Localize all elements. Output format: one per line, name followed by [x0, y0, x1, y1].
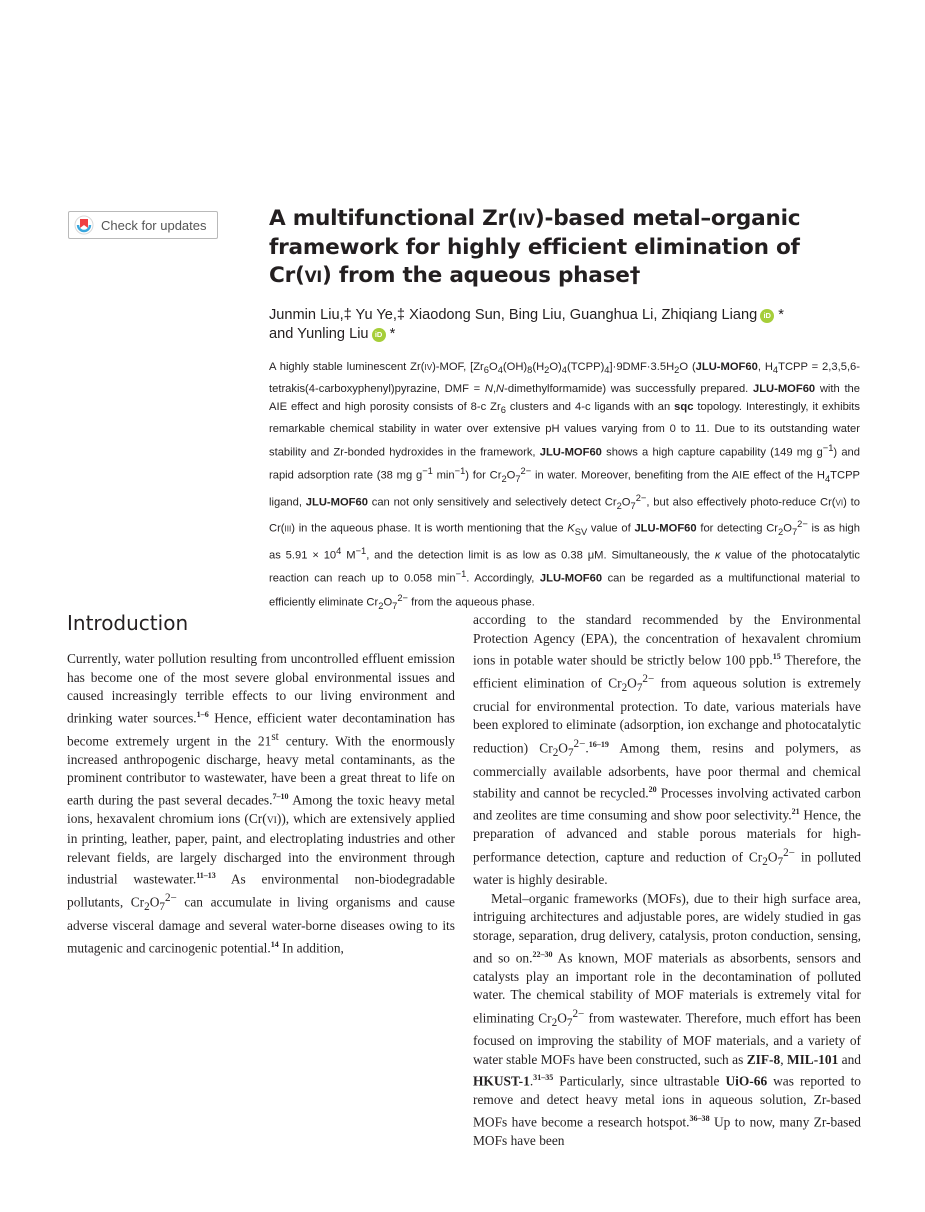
- orcid-icon[interactable]: iD: [760, 309, 774, 323]
- article-title: A multifunctional Zr(IV)-based metal–organic framework for highly efficient elimination of Cr(VI) from the aqueous phase†: [269, 206, 801, 288]
- body-column-left: Currently, water pollution resulting from uncontrolled effluent emission has become one of the most severe global environmental issues and caused increasingly terrible effects to our living environment and drinking water sources.$^{1-6}$ Hence, efficient water decontamination has become extremely urgent in the 21st century. With the enormously increased anthropogenic discharge, heavy metal contaminants, as the prominent contributor to wastewater, have been a great threat to life on earth during the past several decades.$^{7-10}$ Among the toxic heavy metal ions, hexavalent chromium ions (Cr(VI)), which are extensively applied in printing, leather, paper, paint, and electroplating industries and other relevant fields, are largely discharged into the environment through industrial wastewater.$^{11-13}$ As environmental non-biodegradable pollutants, $Cr_2O_7^{2-}$ can accumulate in living organisms and cause adverse visceral damage and several water-borne diseases owing to its mutagenic and carcinogenic potential.$^{14}$ In addition,: [67, 651, 456, 956]
- check-for-updates-label: Check for updates: [101, 217, 207, 233]
- section-heading-introduction: Introduction: [67, 611, 189, 635]
- orcid-icon[interactable]: iD: [372, 328, 386, 342]
- check-for-updates-badge[interactable]: [68, 211, 218, 239]
- body-column-right: according to the standard recommended by the Environmental Protection Agency (EPA), the concentration of hexavalent chromium ions in potable water should be strictly below 100 ppb.$^{15}$ Therefore, the efficient elimination of $Cr_2O_7^{2-}$ from aqueous solution is extremely crucial for environmental protection. To date, various materials have been explored to eliminate (adsorption, ion exchange and photocatalytic reduction) $Cr_2O_7^{2-}.^{16-19}$ Among them, resins and polymers, as commercially available adsorbents, have poor thermal and chemical stability and cannot be recycled.$^{20}$ Processes involving activated carbon and zeolites are time consuming and show poor selectivity.$^{21}$ Hence, the preparation of advanced and stable porous materials for high-performance detection, capture and reduction of $Cr_2O_7^{2-}$ in polluted water is highly desirable. Metal–organic frameworks (MOFs), due to their high surface area, intriguing architectures and adjustable pores, are widely studied in gas storage, separation, drug delivery, catalysis, proton conduction, sensing, and so on.$^{22-30}$ As known, MOF materials as absorbents, sensors and catalysts play an important role in the decontamination of polluted water. The chemical stability of MOF materials is extremely vital for eliminating $Cr_2O_7^{2-}$ from wastewater. Therefore, much effort has been focused on improving the stability of MOF materials, and a variety of water stable MOFs have been constructed, such as ZIF-8, MIL-101 and HKUST-1.$^{31-35}$ Particularly, since ultrastable UiO-66 was reported to remove and detect heavy metal ions in aqueous solution, Zr-based MOFs have become a research hotspot.$^{36-38}$ Up to now, many Zr-based MOFs have been: [473, 612, 862, 1149]
- crossmark-icon: [74, 215, 94, 235]
- abstract: A highly stable luminescent Zr(IV)-MOF, $[Zr_6O_4(OH)_8(H_2O)_4(TCPP)_4]\cdot 9DMF\cdot 3.5H_2O$ (JLU-MOF60, $H_4TCPP$ = 2,3,5,6-tetrakis(4-carboxyphenyl)pyrazine, DMF = N,N-dimethylformamide) was successfully prepared. JLU-MOF60 with the AIE effect and high porosity consists of 8-c $Zr_6$ clusters and 4-c ligands with an sqc topology. Interestingly, it exhibits remarkable chemical stability in water over extensive pH values varying from 0 to 11. Due to its outstanding water stability and Zr-bonded hydroxides in the framework, JLU-MOF60 shows a high capture capability (149 mg $g^{-1}$) and rapid adsorption rate (38 mg $g^{-1}$ $\min^{-1}$) for $Cr_2O_7^{2-}$ in water. Moreover, benefiting from the AIE effect of the $H_4TCPP$ ligand, JLU-MOF60 can not only sensitively and selectively detect $Cr_2O_7^{2-}$, but also effectively photo-reduce Cr(VI) to Cr(III) in the aqueous phase. It is worth mentioning that the $K_{SV}$ value of JLU-MOF60 for detecting $Cr_2O_7^{2-}$ is as high as $5.91 \times 10^4$ $M^{-1}$, and the detection limit is as low as 0.38 μM. Simultaneously, the κ value of the photocatalytic reaction can reach up to 0.058 $\min^{-1}$. Accordingly, JLU-MOF60 can be regarded as a multifunctional material to efficiently eliminate $Cr_2O_7^{2-}$ from the aqueous phase.: [269, 361, 861, 611]
- author-list: Junmin Liu,‡ Yu Ye,‡ Xiaodong Sun, Bing Liu, Guanghua Li, Zhiqiang Liang iD * and Yunling Liu iD *: [269, 307, 784, 342]
